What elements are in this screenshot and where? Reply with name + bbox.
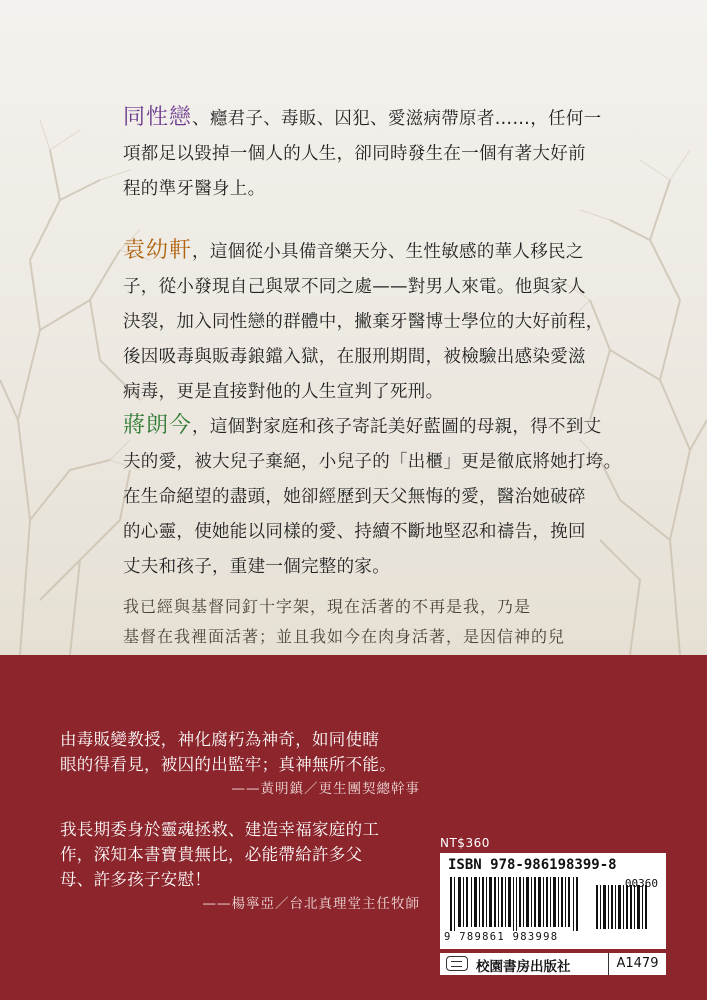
son-paragraph <box>123 233 623 410</box>
barcode-number: 9 789861 983998 <box>444 931 559 943</box>
paragraph-line: 、癮君子、毒販、囚犯、愛滋病帶原者……，任何一 <box>192 109 602 129</box>
endorsement-band <box>0 655 707 1000</box>
price-addon-number: 00360 <box>624 877 658 890</box>
endorsement-quote <box>60 817 420 917</box>
verse-line: 我已經與基督同釘十字架，現在活著的不再是我，乃是 <box>123 597 532 616</box>
publisher-name: 校園書房出版社 <box>476 959 571 975</box>
paragraph-line: 的心靈，使她能以同樣的愛、持續不斷地堅忍和禱告，挽回 <box>123 522 586 542</box>
paragraph-line: 在生命絕望的盡頭，她卻經歷到天父無悔的愛，醫治她破碎 <box>123 487 586 507</box>
paragraph-line: 後因吸毒與販毒鋃鐺入獄，在服刑期間，被檢驗出感染愛滋 <box>123 347 586 367</box>
quote-attribution: ——楊寧亞／台北真理堂主任牧師 <box>202 896 420 912</box>
paragraph-line: 子，從小發現自己與眾不同之處——對男人來電。他與家人 <box>123 277 586 297</box>
paragraph-line: ，這個從小具備音樂天分、生性敏感的華人移民之 <box>192 242 584 262</box>
paragraph-line: ，這個對家庭和孩子寄託美好藍圖的母親，得不到丈 <box>192 417 602 437</box>
quote-line: 眼的得看見，被囚的出監牢；真神無所不能。 <box>60 755 396 774</box>
paragraph-line: 項都足以毀掉一個人的人生，卻同時發生在一個有著大好前 <box>123 144 586 164</box>
quote-attribution: ——黃明鎮／更生團契總幹事 <box>231 781 420 797</box>
verse-line: 基督在我裡面活著；並且我如今在肉身活著，是因信神的兒 <box>123 627 566 646</box>
lead-term-2: 袁幼軒 <box>123 238 193 263</box>
endorsement-quote <box>60 727 420 802</box>
quote-line: 我長期委身於靈魂拯救、建造幸福家庭的工 <box>60 820 380 839</box>
bible-verse <box>123 592 643 652</box>
quote-line: 由毒販變教授，神化腐朽為神奇，如同使瞎 <box>60 730 380 749</box>
quote-line: 母、許多孩子安慰！ <box>60 870 212 889</box>
barcode-box <box>440 853 666 949</box>
lead-term-3: 蔣朗今 <box>123 413 193 438</box>
quote-line: 作，深知本書寶貴無比，必能帶給許多父 <box>60 845 363 864</box>
book-code: A1479 <box>608 953 666 975</box>
publisher-strip <box>440 953 666 975</box>
paragraph-line: 夫的愛，被大兒子棄絕，小兒子的「出櫃」更是徹底將她打垮。 <box>123 452 622 472</box>
paragraph-line: 決裂，加入同性戀的群體中，撇棄牙醫博士學位的大好前程， <box>123 312 604 332</box>
price-label: NT$360 <box>440 836 490 850</box>
paragraph-line: 病毒，更是直接對他的人生宣判了死刑。 <box>123 382 444 402</box>
isbn-text: ISBN 978-986198399-8 <box>448 857 617 873</box>
mother-paragraph <box>123 408 623 585</box>
paragraph-line: 丈夫和孩子，重建一個完整的家。 <box>123 557 390 577</box>
publisher-logo-icon <box>446 956 468 971</box>
lead-term-1: 同性戀 <box>123 105 193 130</box>
paragraph-line: 程的準牙醫身上。 <box>123 179 266 199</box>
intro-paragraph <box>123 100 623 207</box>
